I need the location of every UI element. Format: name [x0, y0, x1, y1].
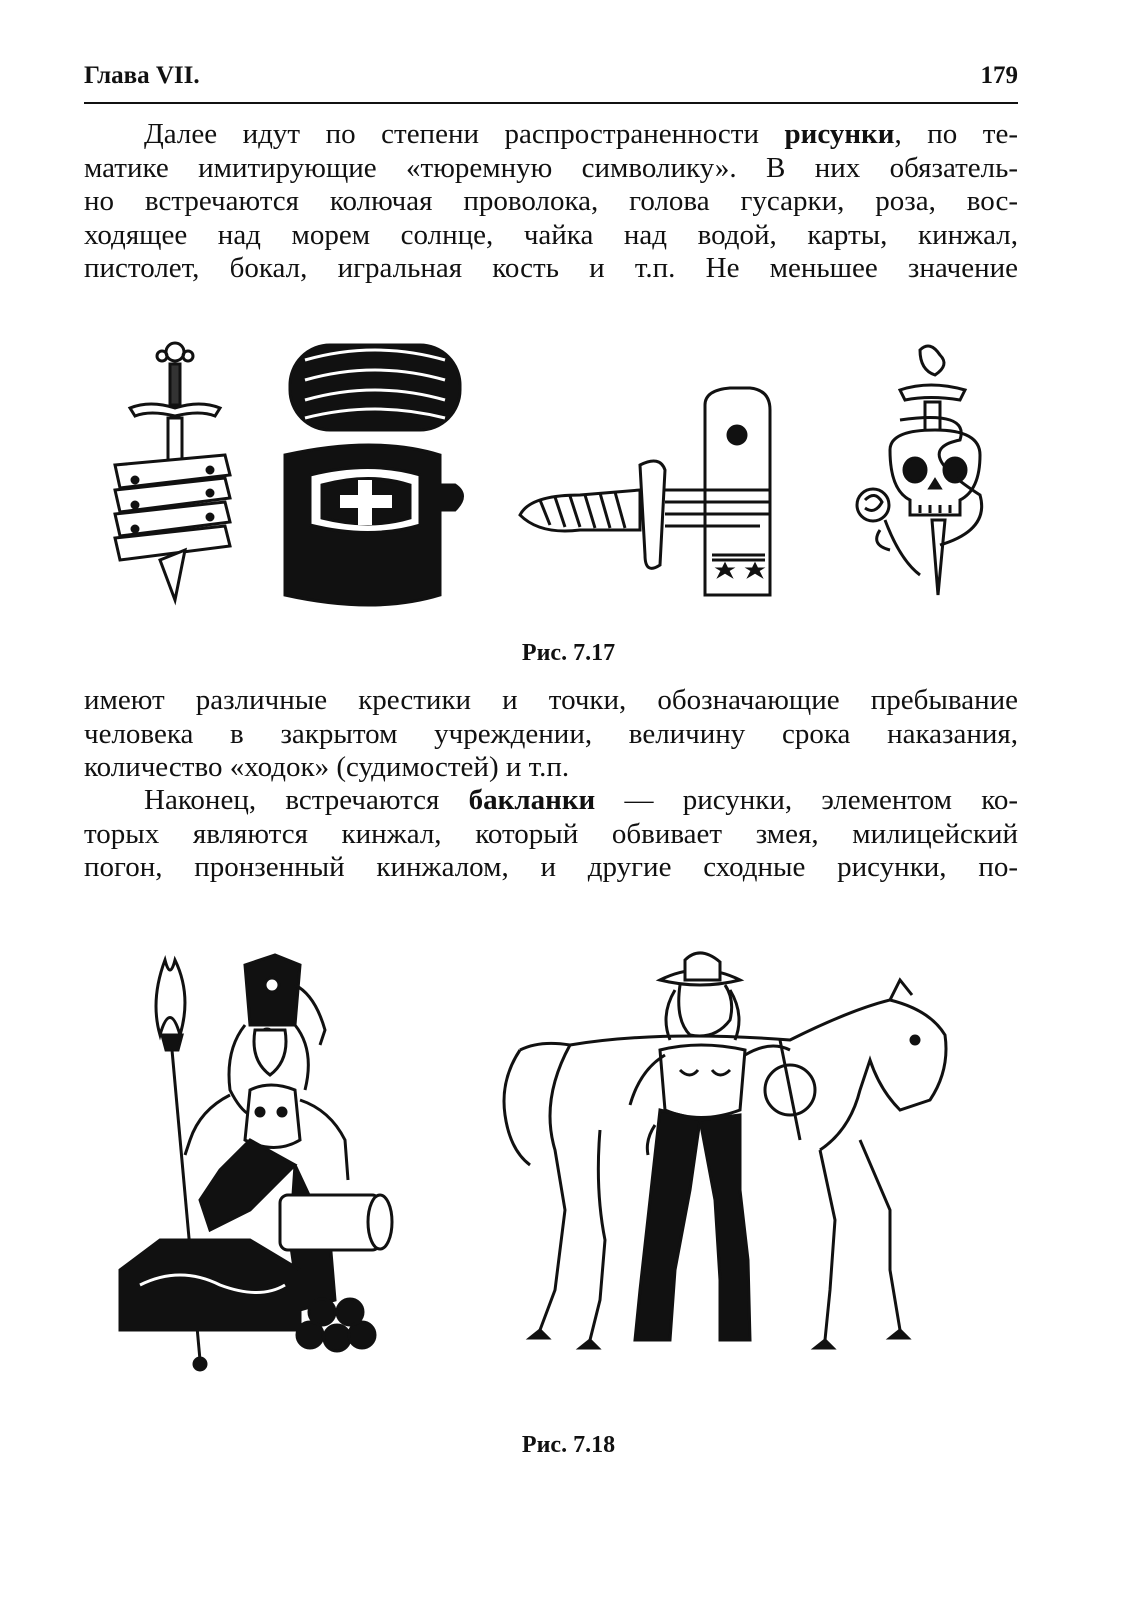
- paragraph-1-line-3: но встречаются колючая проволока, голова гусарки, роза, вос-: [84, 185, 1018, 217]
- paragraph-3: [84, 784, 1018, 885]
- dagger-cards-tattoo: [115, 343, 230, 600]
- figure-7-18-drawing: [100, 940, 980, 1400]
- figure-7-17-drawing: [100, 330, 1000, 620]
- paragraph-2-line-1: имеют различные крестики и точки, обозначающие пребывание: [84, 684, 1018, 716]
- paragraph-1-line-5: пистолет, бокал, игральная кость и т.п. Не меньшее значение: [84, 252, 1018, 284]
- paragraph-2-line-3: количество «ходок» (судимостей) и т.п.: [84, 751, 570, 783]
- dagger-shoulder-board-tattoo: [520, 388, 770, 595]
- paragraph-3-line-2: торых являются кинжал, который обвивает змея, милицейский: [84, 817, 1018, 850]
- paragraph-3-line-3: погон, пронзенный кинжалом, и другие сходные рисунки, по-: [84, 851, 1018, 883]
- figure-7-17-caption: Рис. 7.17: [521, 640, 616, 666]
- figure-7-18-caption: Рис. 7.18: [521, 1432, 616, 1458]
- paragraph-1-line-1: Далее идут по степени распространенности рисунки, по те-: [144, 118, 1018, 150]
- header-rule: [84, 102, 1018, 104]
- paragraph-2-line-2: человека в закрытом учреждении, величину срока наказания,: [84, 717, 1018, 750]
- paragraph-2: [84, 684, 1018, 785]
- paragraph-1: [84, 118, 1018, 286]
- paragraph-3-line-1: Наконец, встречаются бакланки — рисунки, элементом ко-: [144, 784, 1018, 816]
- cowgirl-horse-illustration: [504, 953, 946, 1348]
- paragraph-1-line-2: матике имитирующие «тюремную символику». В них обязатель-: [84, 151, 1018, 184]
- running-header: [84, 62, 1018, 102]
- hussar-cap-tattoo: [285, 345, 463, 605]
- hussar-woman-cannon-illustration: [120, 955, 392, 1370]
- figure-7-17: [100, 330, 1000, 620]
- bold-term-baklanki: бакланки: [468, 784, 596, 816]
- chapter-title: Глава VII.: [84, 62, 200, 89]
- bold-term-risunki: рисунки: [784, 118, 895, 150]
- page-number: 179: [980, 62, 1018, 89]
- skull-dagger-snake-tattoo: [857, 346, 982, 595]
- paragraph-1-line-4: ходящее над морем солнце, чайка над водой, карты, кинжал,: [84, 218, 1018, 251]
- figure-7-18: [100, 940, 980, 1400]
